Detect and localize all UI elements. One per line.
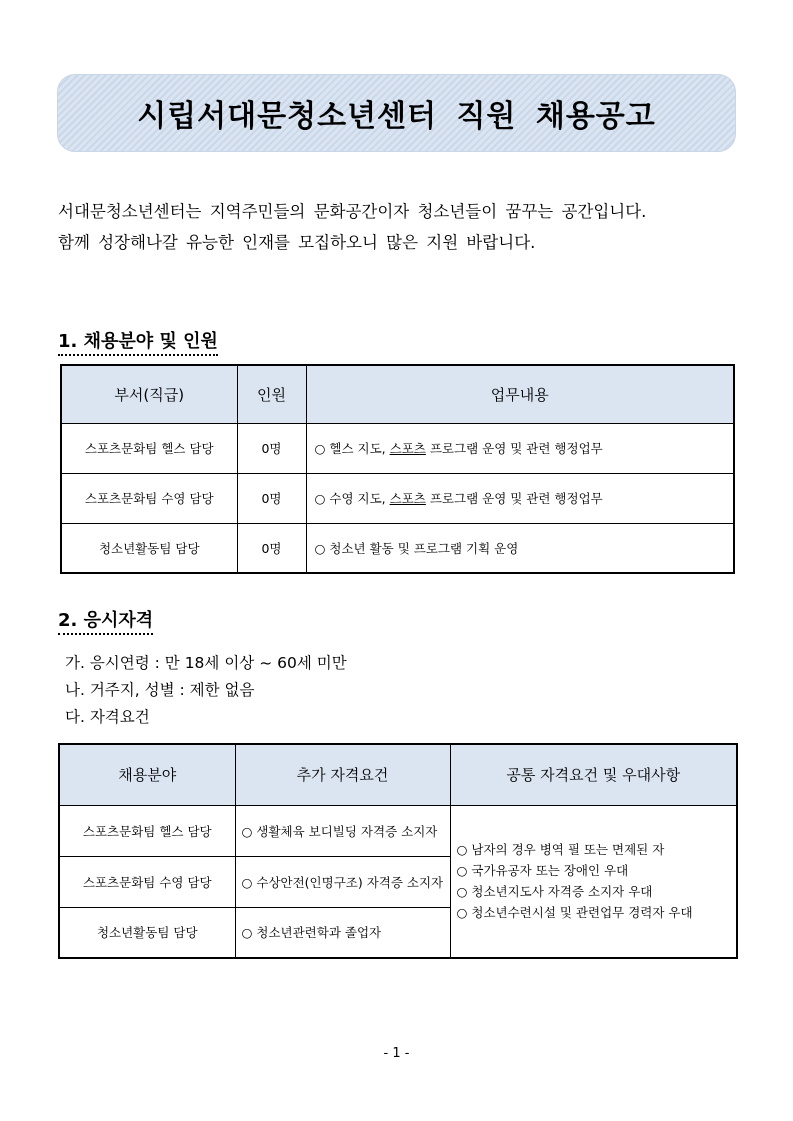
task-cell <box>306 523 734 573</box>
task-text: ○ 헬스 지도, <box>314 441 386 456</box>
table-row <box>61 523 734 573</box>
qualification-table <box>58 743 738 959</box>
table-row <box>61 473 734 523</box>
intro-line: 함께 성장해나갈 유능한 인재를 모집하오니 많은 지원 바랍니다. <box>58 233 536 252</box>
column-header: 업무내용 <box>306 365 734 423</box>
field-cell: 스포츠문화팀 헬스 담당 <box>59 805 235 856</box>
section-heading-recruitment: 1. 채용분야 및 인원 <box>58 327 218 356</box>
task-underlined-text: 스포츠 <box>389 441 426 456</box>
page-title: 시립서대문청소년센터 직원 채용공고 <box>137 99 656 134</box>
intro-text <box>58 196 748 258</box>
dept-cell: 스포츠문화팀 헬스 담당 <box>61 423 237 473</box>
task-text: ○ 청소년 활동 및 프로그램 기획 운영 <box>314 540 519 556</box>
column-header: 공통 자격요건 및 우대사항 <box>450 744 737 805</box>
task-cell <box>306 473 734 523</box>
field-cell: 청소년활동팀 담당 <box>59 907 235 958</box>
title-banner <box>57 74 736 152</box>
recruitment-table <box>60 364 735 574</box>
task-cell <box>306 423 734 473</box>
count-cell: 0명 <box>237 423 306 473</box>
column-header: 부서(직급) <box>61 365 237 423</box>
common-requirements-cell <box>450 805 737 958</box>
extra-requirement-cell: ○ 수상안전(인명구조) 자격증 소지자 <box>235 856 450 907</box>
qualification-item: 다. 자격요건 <box>65 708 150 726</box>
field-cell: 스포츠문화팀 수영 담당 <box>59 856 235 907</box>
intro-line: 서대문청소년센터는 지역주민들의 문화공간이자 청소년들이 꿈꾸는 공간입니다. <box>58 202 647 221</box>
dept-cell: 청소년활동팀 담당 <box>61 523 237 573</box>
count-cell: 0명 <box>237 523 306 573</box>
section-heading-qualification: 2. 응시자격 <box>58 606 153 635</box>
count-cell: 0명 <box>237 473 306 523</box>
table-header-row <box>59 744 737 805</box>
table-header-row <box>61 365 734 423</box>
common-requirement-item: ○ 남자의 경우 병역 필 또는 면제된 자 <box>456 842 665 858</box>
task-text: ○ 수영 지도, <box>314 491 386 506</box>
common-requirement-item: ○ 국가유공자 또는 장애인 우대 <box>456 863 629 879</box>
table-row <box>61 423 734 473</box>
column-header: 인원 <box>237 365 306 423</box>
qualification-list <box>65 650 347 731</box>
column-header: 추가 자격요건 <box>235 744 450 805</box>
extra-requirement-cell: ○ 청소년관련학과 졸업자 <box>235 907 450 958</box>
column-header: 채용분야 <box>59 744 235 805</box>
table-row <box>59 805 737 856</box>
task-text: 프로그램 운영 및 관련 행정업무 <box>429 441 603 456</box>
page-number: - 1 - <box>383 1046 410 1061</box>
common-requirement-item: ○ 청소년지도사 자격증 소지자 우대 <box>456 884 653 900</box>
task-underlined-text: 스포츠 <box>389 491 426 506</box>
task-text: 프로그램 운영 및 관련 행정업무 <box>429 491 603 506</box>
common-requirement-item: ○ 청소년수련시설 및 관련업무 경력자 우대 <box>456 905 693 921</box>
dept-cell: 스포츠문화팀 수영 담당 <box>61 473 237 523</box>
qualification-item: 가. 응시연령 : 만 18세 이상 ~ 60세 미만 <box>65 654 347 672</box>
qualification-item: 나. 거주지, 성별 : 제한 없음 <box>65 681 255 699</box>
extra-requirement-cell: ○ 생활체육 보디빌딩 자격증 소지자 <box>235 805 450 856</box>
